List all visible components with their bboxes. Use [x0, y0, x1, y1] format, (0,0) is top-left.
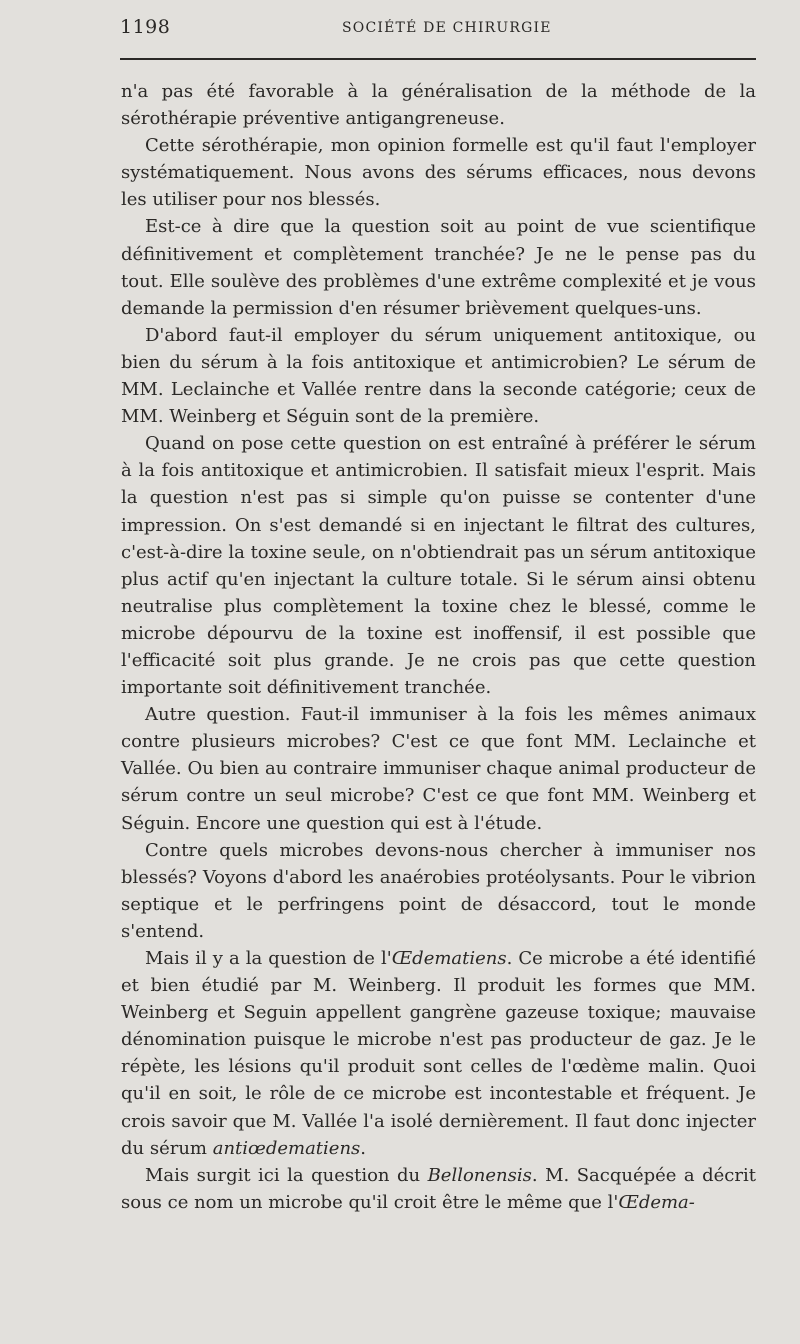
- paragraph-4: D'abord faut-il employer du sérum uniquement antitoxique, ou bien du sérum à la fois antitoxique et antimicrobien? Le sérum de MM. Leclainche et Vallée rentre dans la seconde catégorie; ceux de MM. Weinberg et Séguin sont de la première.: [121, 324, 756, 428]
- paragraph-7: Contre quels microbes devons-nous chercher à immuniser nos blessés? Voyons d'abord les anaérobies protéolysants. Pour le vibrion septique et le perfringens point de désaccord, tout le monde s'entend.: [121, 839, 756, 942]
- species-name-bellonensis: Bellonensis: [427, 1164, 532, 1186]
- paragraph-2: Cette sérothérapie, mon opinion formelle est qu'il faut l'employer systématiquement. Nous avons des sérums efficaces, nous devons les utiliser pour nos blessés.: [121, 135, 756, 211]
- paragraph-6: Autre question. Faut-il immuniser à la fois les mêmes animaux contre plusieurs microbes? C'est ce que font MM. Leclainche et Vallée. Ou bien au contraire immuniser chaque animal producteur de sérum contre un seul microbe? C'est ce que font MM. Weinberg et Séguin. Encore une question qui est à l'étude.: [121, 704, 756, 834]
- body-text: [121, 78, 756, 1216]
- paragraph-9-text-b: . M. Sacquépée a décrit sous ce nom un microbe qu'il croit être le même que l': [121, 1164, 756, 1213]
- running-title: SOCIÉTÉ DE CHIRURGIE: [342, 20, 552, 36]
- paragraph-8: [121, 945, 756, 1162]
- paragraph-8-text-c: .: [360, 1137, 367, 1159]
- paragraph-1: n'a pas été favorable à la généralisation de la méthode de la sérothérapie préventive antigangreneuse.: [121, 81, 756, 130]
- header-rule: [120, 58, 756, 60]
- species-name-oedematiens: Œdematiens: [391, 948, 507, 969]
- paragraph-9-text-a: Mais surgit ici la question du: [145, 1164, 428, 1186]
- paragraph-3: Est-ce à dire que la question soit au point de vue scientifique définitivement et complètement tranchée? Je ne le pense pas du tout. Elle soulève des problèmes d'une extrême complexité et je vous demande la permission d'en résumer brièvement quelques-uns.: [121, 216, 756, 319]
- page-header: [120, 16, 756, 44]
- page-number: 1198: [120, 16, 171, 38]
- species-name-oedema-hyphenated: Œdema-: [618, 1191, 695, 1213]
- paragraph-8-text-a: Mais il y a la question de l': [145, 948, 392, 969]
- paragraph-5: Quand on pose cette question on est entraîné à préférer le sérum à la fois antitoxique et antimicrobien. Il satisfait mieux l'esprit. Mais la question n'est pas si simple qu'on puisse se contenter d'une impression. On s'est demandé si en injectant le filtrat des cultures, c'est-à-dire la toxine seule, on n'obtiendrait pas un sérum antitoxique plus actif qu'en injectant la culture totale. Si le sérum ainsi obtenu neutralise plus complètement la toxine chez le blessé, comme le microbe dépourvu de la toxine est inoffensif, il est possible que l'efficacité soit plus grande. Je ne crois pas que cette question importante soit définitivement tranchée.: [121, 433, 756, 699]
- paragraph-9: [121, 1162, 756, 1216]
- paragraph-8-text-b: . Ce microbe a été identifié et bien étudié par M. Weinberg. Il produit les formes que MM. Weinberg et Seguin appellent gangrène gazeuse toxique; mauvaise dénomination puisque le microbe n'est pas producteur de gaz. Je le répète, les lésions qu'il produit sont celles de l'œdème malin. Quoi qu'il en soit, le rôle de ce microbe est incontestable et fréquent. Je crois savoir que M. Vallée l'a isolé dernièrement. Il faut donc injecter du sérum: [121, 948, 756, 1159]
- serum-name-antioedematiens: antiœdematiens: [212, 1137, 361, 1159]
